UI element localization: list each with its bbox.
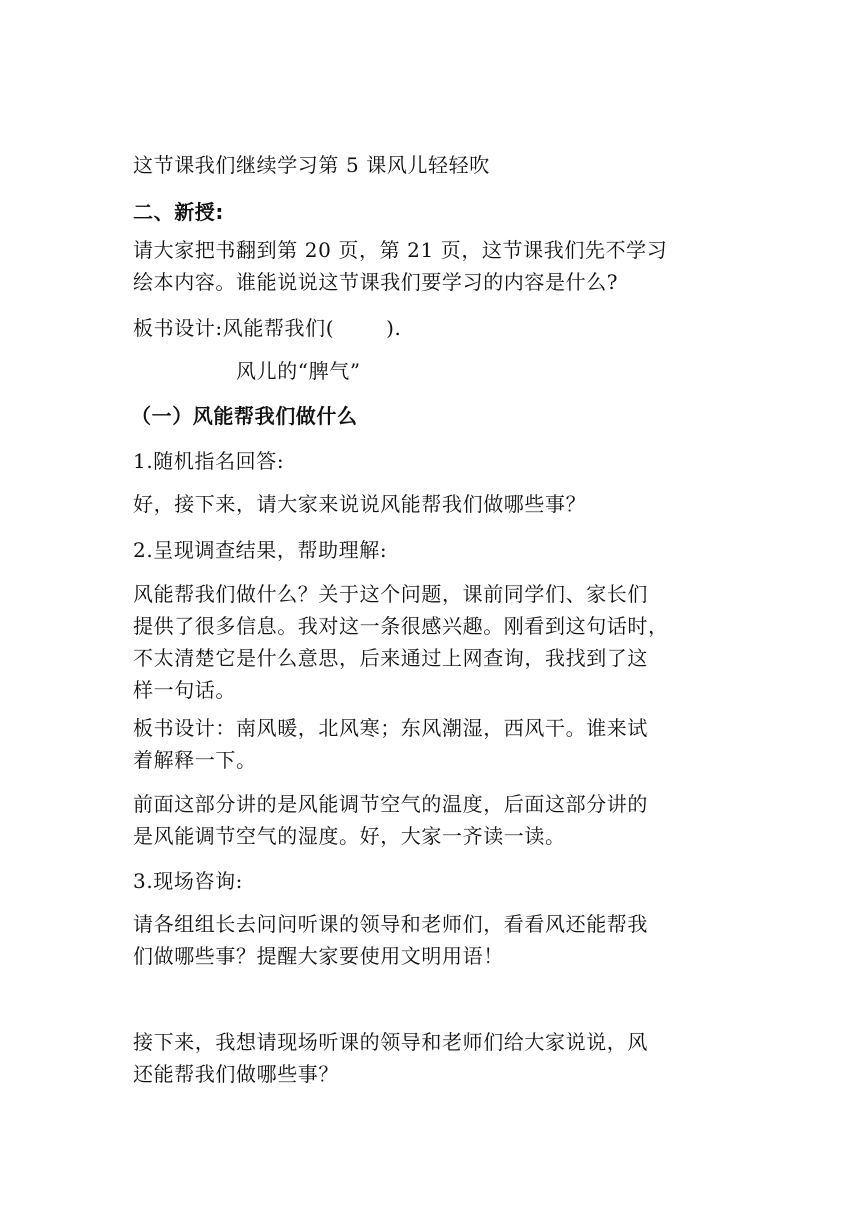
list-item-1-text: 好，接下来，请大家来说说风能帮我们做哪些事？ bbox=[133, 492, 587, 516]
subsection-title: （一）风能帮我们做什么 bbox=[131, 404, 358, 428]
paragraph-line: 是风能调节空气的湿度。好，大家一齐读一读。 bbox=[133, 824, 566, 848]
paragraph-line: 绘本内容。谁能说说这节课我们要学习的内容是什么? bbox=[133, 270, 619, 294]
paragraph-line: 接下来，我想请现场听课的领导和老师们给大家说说，风 bbox=[133, 1030, 648, 1054]
paragraph-line: 前面这部分讲的是风能调节空气的温度，后面这部分讲的 bbox=[133, 792, 648, 816]
paragraph-line: 请各组组长去问问听课的领导和老师们，看看风还能帮我 bbox=[133, 912, 648, 936]
paragraph-line: 还能帮我们做哪些事？ bbox=[133, 1062, 339, 1086]
section-title: 二、新授: bbox=[133, 200, 224, 224]
list-item-3: 3.现场咨询: bbox=[133, 869, 244, 893]
list-item-1: 1.随机指名回答: bbox=[133, 449, 285, 473]
board-design-1 bbox=[133, 312, 733, 344]
intro-text: 这节课我们继续学习第 5 课风儿轻轻吹 bbox=[133, 153, 490, 177]
paragraph-line: 请大家把书翻到第 20 页，第 21 页，这节课我们先不学习 bbox=[133, 238, 668, 262]
paragraph-line: 风能帮我们做什么？关于这个问题，课前同学们、家长们 bbox=[133, 582, 648, 606]
paragraph-line: 提供了很多信息。我对这一条很感兴趣。刚看到这句话时， bbox=[133, 614, 669, 638]
board-design-2-line1: 板书设计：南风暖，北风寒；东风潮湿，西风干。谁来试 bbox=[133, 716, 648, 740]
paragraph-line: 们做哪些事？提醒大家要使用文明用语！ bbox=[133, 944, 504, 968]
paragraph-line: 不太清楚它是什么意思，后来通过上网查询，我找到了这 bbox=[133, 646, 648, 670]
board-design-1-suffix: ). bbox=[386, 316, 402, 340]
paragraph-line: 样一句话。 bbox=[133, 678, 236, 702]
board-design-2-line2: 着解释一下。 bbox=[133, 748, 257, 772]
board-design-1-prefix: 板书设计:风能帮我们( bbox=[133, 316, 335, 340]
list-item-2: 2.呈现调查结果，帮助理解: bbox=[133, 538, 388, 562]
board-design-1-line2: 风儿的“脾气” bbox=[236, 359, 361, 383]
